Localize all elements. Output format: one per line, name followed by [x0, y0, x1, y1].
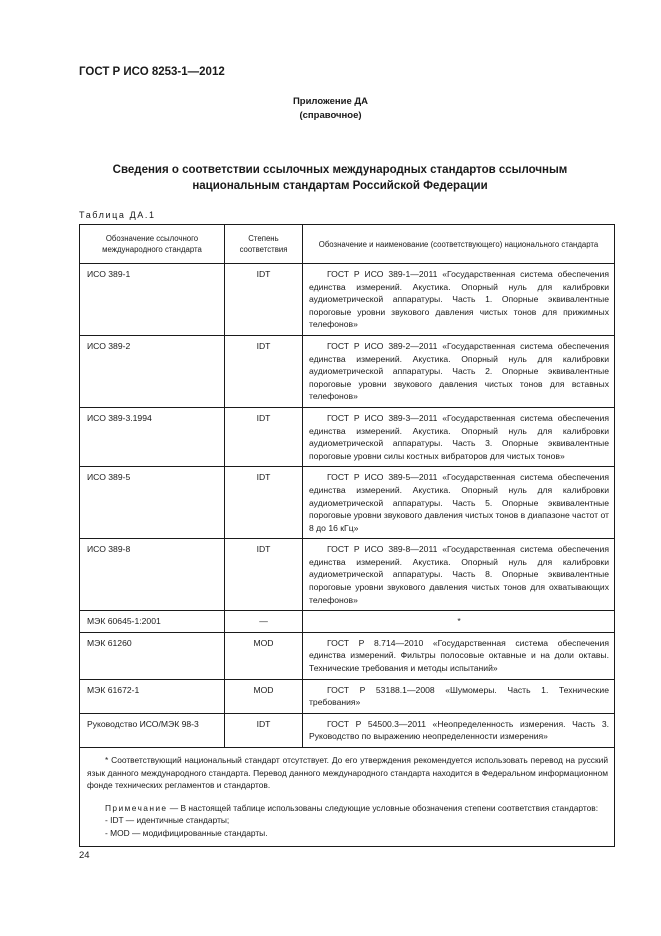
national-standard-text: ГОСТ Р 53188.1—2008 «Шумомеры. Часть 1. Технические требования»: [309, 684, 609, 708]
cell-degree: IDT: [225, 335, 303, 407]
national-standard-text: ГОСТ Р 8.714—2010 «Государственная система обеспечения единства измерений. Фильтры полосовые октавные и на доли октавы. Технические требования и методы испытаний»: [309, 637, 609, 674]
cell-international-designation: ИСО 389-8: [80, 539, 225, 611]
cell-degree: MOD: [225, 632, 303, 679]
table-row: [80, 467, 615, 539]
cell-international-designation: ИСО 389-1: [80, 264, 225, 336]
notes-row: [80, 748, 615, 847]
section-title: Сведения о соответствии ссылочных международных стандартов ссылочным национальным стандартам Российской Федерации: [112, 164, 568, 192]
note-item-idt: - IDT — идентичные стандарты;: [105, 815, 230, 826]
note-label: Примечание: [105, 802, 168, 813]
appendix-title: Приложение ДА: [292, 96, 369, 107]
header-national: Обозначение и наименование (соответствующего) национального стандарта: [303, 225, 615, 264]
table-header-row: [80, 225, 615, 264]
cell-international-designation: Руководство ИСО/МЭК 98-3: [80, 713, 225, 747]
national-standard-text: ГОСТ Р ИСО 389-3—2011 «Государственная система обеспечения единства измерений. Акустика. Опорный нуль для калибровки аудиометрической аппаратуры. Часть 3. Опорные эквивалентные пороговые уровни силы костных вибраторов для чистых тонов»: [309, 412, 609, 461]
table-row: [80, 713, 615, 747]
cell-national-standard: [303, 407, 615, 466]
cell-national-standard: [303, 467, 615, 539]
cell-national-standard: [303, 632, 615, 679]
national-standard-text: ГОСТ Р ИСО 389-1—2011 «Государственная система обеспечения единства измерений. Акустика. Опорный нуль для калибровки аудиометрической аппаратуры. Часть 1. Опорные эквивалентные пороговые уровни звукового давления чистых тонов для прижимных телефонов»: [309, 269, 609, 330]
header-degree: Степень соответствия: [225, 225, 303, 264]
cell-national-standard: [303, 679, 615, 713]
cell-international-designation: МЭК 61260: [80, 632, 225, 679]
cell-national-standard: [303, 264, 615, 336]
table-body: [80, 264, 615, 748]
national-standard-text: *: [457, 616, 461, 627]
table-caption: Таблица ДА.1: [79, 210, 156, 220]
national-standard-text: ГОСТ Р ИСО 389-5—2011 «Государственная система обеспечения единства измерений. Акустика. Опорный нуль для калибровки аудиометрической аппаратуры. Часть 5. Опорные эквивалентные пороговые уровни звукового давления чистых тонов в диапазоне частот от 8 до 16 кГц»: [309, 472, 609, 533]
cell-national-standard: [303, 713, 615, 747]
note-item-mod: - MOD — модифицированные стандарты.: [105, 827, 268, 838]
cell-international-designation: ИСО 389-3.1994: [80, 407, 225, 466]
cell-degree: —: [225, 611, 303, 633]
document-header-code: ГОСТ Р ИСО 8253-1—2012: [79, 66, 225, 78]
national-standard-text: ГОСТ Р 54500.3—2011 «Неопределенность измерения. Часть 3. Руководство по выражению неопределенности измерения»: [309, 718, 609, 742]
cell-degree: IDT: [225, 407, 303, 466]
note-text: — В настоящей таблице использованы следующие условные обозначения степени соответствия стандартов:: [167, 802, 599, 813]
page-number: 24: [79, 850, 90, 861]
table-row: [80, 611, 615, 633]
cell-degree: IDT: [225, 467, 303, 539]
cell-degree: IDT: [225, 713, 303, 747]
cell-degree: MOD: [225, 679, 303, 713]
cell-international-designation: ИСО 389-5: [80, 467, 225, 539]
cell-international-designation: ИСО 389-2: [80, 335, 225, 407]
correspondence-table: [79, 224, 615, 847]
table-row: [80, 679, 615, 713]
notes-cell: [80, 748, 615, 847]
table-row: [80, 335, 615, 407]
table-row: [80, 632, 615, 679]
note: [87, 802, 608, 815]
appendix-heading: [0, 95, 661, 123]
national-standard-text: ГОСТ Р ИСО 389-2—2011 «Государственная система обеспечения единства измерений. Акустика. Опорный нуль для калибровки аудиометрической аппаратуры. Часть 2. Опорные эквивалентные пороговые уровни звукового давления чистых тонов для вставных телефонов»: [309, 340, 609, 402]
table-row: [80, 407, 615, 466]
header-designation: Обозначение ссылочного международного стандарта: [80, 225, 225, 264]
cell-national-standard: [303, 335, 615, 407]
cell-national-standard: [303, 611, 615, 633]
cell-degree: IDT: [225, 264, 303, 336]
table-row: [80, 539, 615, 611]
appendix-subtitle: (справочное): [299, 110, 362, 121]
cell-national-standard: [303, 539, 615, 611]
table-row: [80, 264, 615, 336]
cell-international-designation: МЭК 60645-1:2001: [80, 611, 225, 633]
national-standard-text: ГОСТ Р ИСО 389-8—2011 «Государственная система обеспечения единства измерений. Акустика. Опорный нуль для калибровки аудиометрической аппаратуры. Часть 8. Опорные эквивалентные пороговые уровни звукового давления чистых тонов для охватывающих телефонов»: [309, 544, 609, 605]
cell-degree: IDT: [225, 539, 303, 611]
cell-international-designation: МЭК 61672-1: [80, 679, 225, 713]
footnote: * Соответствующий национальный стандарт отсутствует. До его утверждения рекомендуется использовать перевод на русский язык данного международного стандарта. Перевод данного международного стандарта находится в Федеральном информационном фонде технических регламентов и стандартов.: [87, 755, 608, 791]
